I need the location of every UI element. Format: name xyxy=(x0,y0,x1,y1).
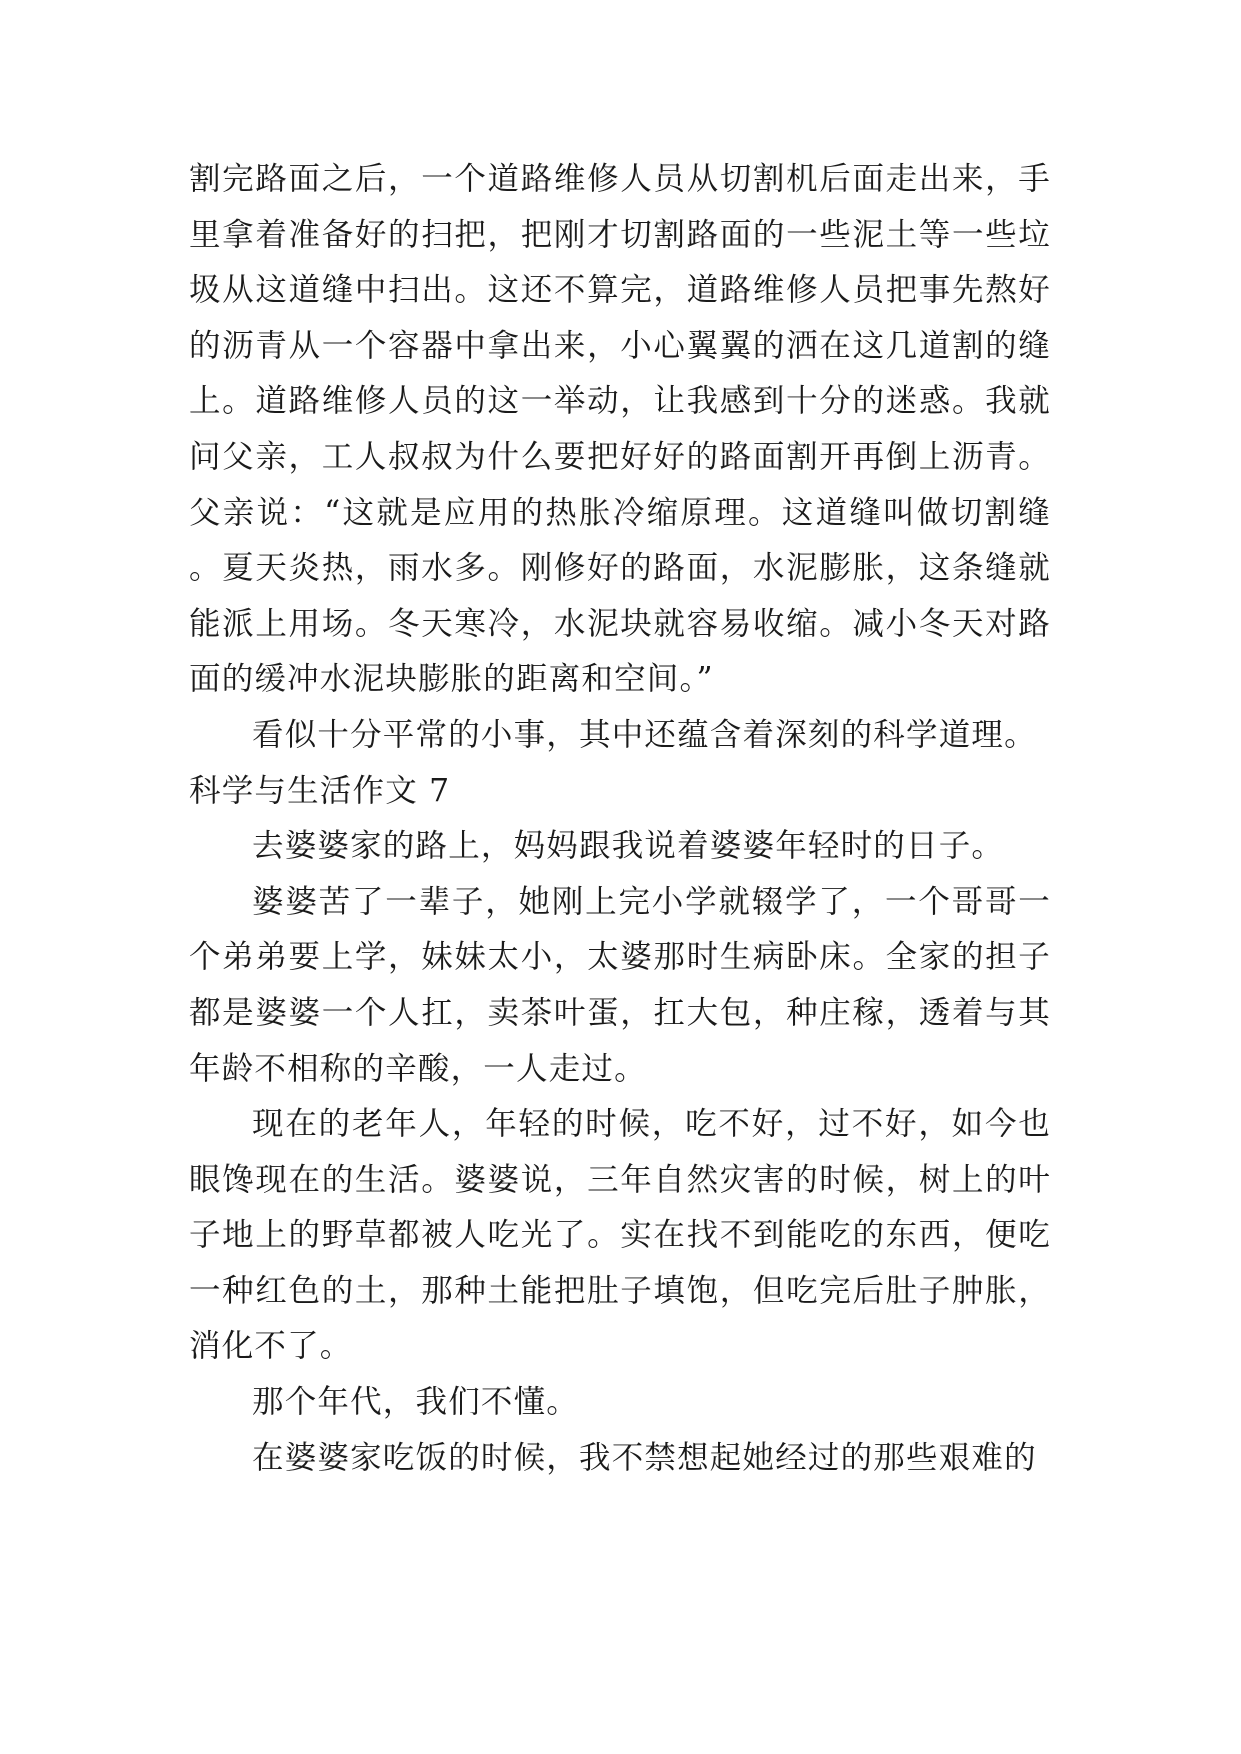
paragraph-grandma-hardship: 婆婆苦了一辈子，她刚上完小学就辍学了，一个哥哥一个弟弟要上学，妹妹太小，太婆那时生病卧床。全家的担子都是婆婆一个人扛，卖茶叶蛋，扛大包，种庄稼，透着与其年龄不相称的辛酸，一人走过。 xyxy=(189,883,1051,1087)
paragraph-way-to-grandma: 去婆婆家的路上，妈妈跟我说着婆婆年轻时的日子。 xyxy=(252,828,1005,865)
section-title: 科学与生活作文 7 xyxy=(189,772,451,809)
paragraph-dinner-memory: 在婆婆家吃饭的时候，我不禁想起她经过的那些艰难的 xyxy=(252,1439,1037,1476)
paragraph-road-repair: 割完路面之后，一个道路维修人员从切割机后面走出来，手里拿着准备好的扫把，把刚才切割路面的一些泥土等一些垃圾从这道缝中扫出。这还不算完，道路维修人员把事先熬好的沥青从一个容器中拿出来，小心翼翼的洒在这几道割的缝上。道路维修人员的这一举动，让我感到十分的迷惑。我就问父亲，工人叔叔为什么要把好好的路面割开再倒上沥青。父亲说：“这就是应用的热胀冷缩原理。这道缝叫做切割缝。夏天炎热，雨水多。刚修好的路面，水泥膨胀，这条缝就能派上用场。冬天寒冷，水泥块就容易收缩。减小冬天对路面的缓冲水泥块膨胀的距离和空间。” xyxy=(189,161,1051,698)
document-body xyxy=(189,152,1051,1486)
paragraph-conclusion: 看似十分平常的小事，其中还蕴含着深刻的科学道理。 xyxy=(252,716,1037,753)
paragraph-that-era: 那个年代，我们不懂。 xyxy=(252,1384,580,1421)
paragraph-famine-years: 现在的老年人，年轻的时候，吃不好，过不好，如今也眼馋现在的生活。婆婆说，三年自然灾害的时候，树上的叶子地上的野草都被人吃光了。实在找不到能吃的东西，便吃一种红色的土，那种土能把肚子填饱，但吃完后肚子肿胀，消化不了。 xyxy=(189,1106,1051,1365)
